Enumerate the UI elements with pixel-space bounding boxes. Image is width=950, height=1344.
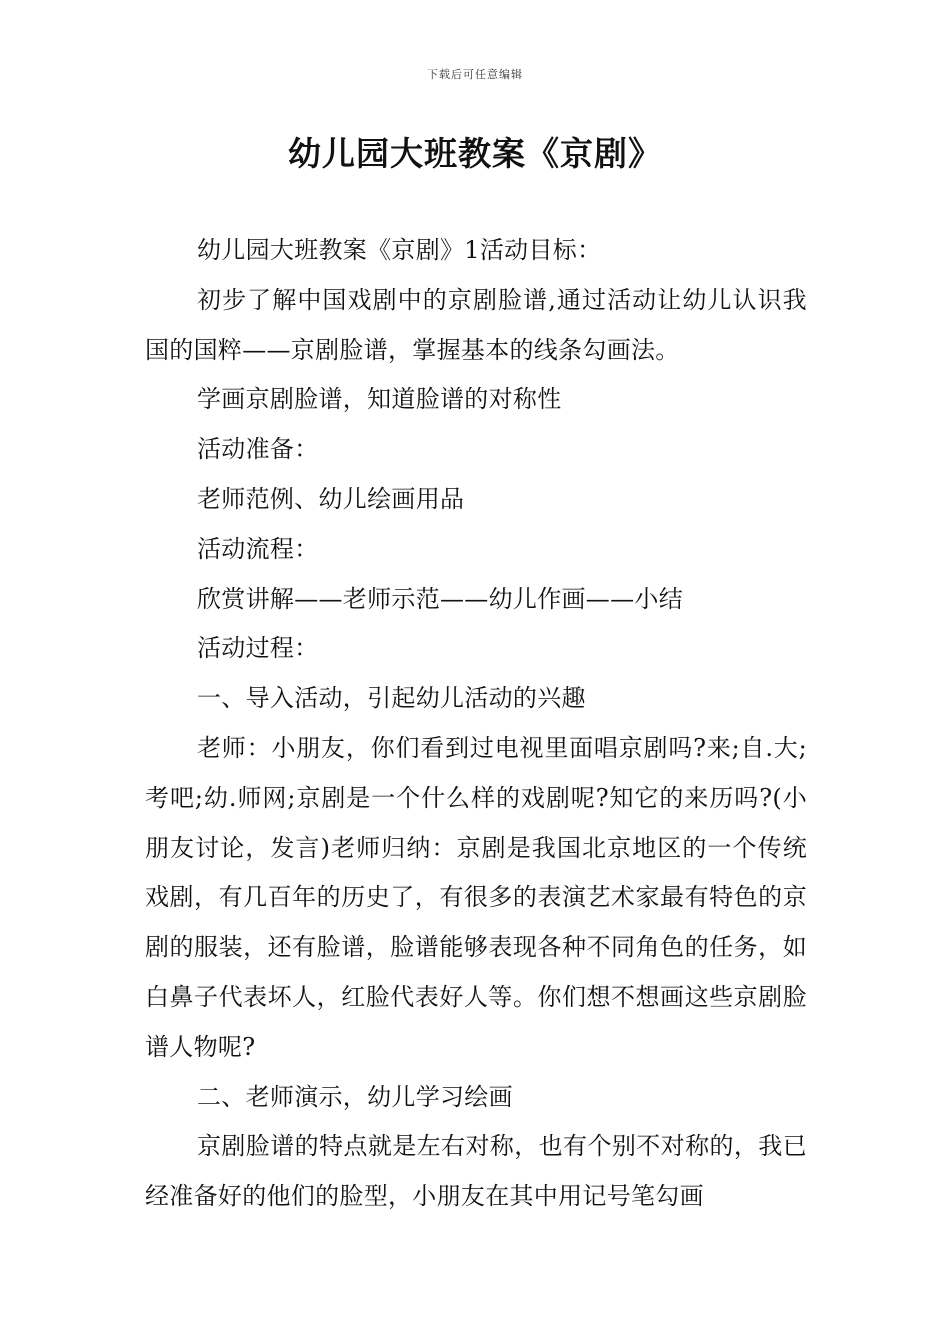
paragraph-goal-symmetry: 学画京剧脸谱，知道脸谱的对称性 [197, 385, 562, 414]
paragraph-preparation: 老师范例、幼儿绘画用品 [197, 484, 465, 513]
paragraph-step-two: 二、老师演示，幼儿学习绘画 [197, 1082, 513, 1111]
paragraph-step-one: 一、导入活动，引起幼儿活动的兴趣 [197, 684, 586, 713]
paragraph-preparation-heading: 活动准备： [197, 435, 319, 464]
document-title: 幼儿园大班教案《京剧》 [288, 134, 662, 173]
paragraph-lesson-heading: 幼儿园大班教案《京剧》1活动目标： [197, 236, 602, 264]
paragraph-flow: 欣赏讲解——老师示范——幼儿作画——小结 [197, 584, 683, 613]
paragraph-process-heading: 活动过程： [197, 634, 319, 663]
header-note: 下载后可任意编辑 [427, 68, 523, 81]
paragraph-facemask-symmetry: 京剧脸谱的特点就是左右对称，也有个别不对称的，我已经准备好的他们的脸型，小朋友在其中用记号笔勾画 [145, 1132, 807, 1211]
paragraph-teacher-intro: 老师：小朋友，你们看到过电视里面唱京剧吗?来;自.大;考吧;幼.师网;京剧是一个什么样的戏剧呢?知它的来历吗?(小朋友讨论，发言)老师归纳：京剧是我国北京地区的一个传统戏剧，有几百年的历史了，有很多的表演艺术家最有特色的京剧的服装，还有脸谱，脸谱能够表现各种不同角色的任务，如白鼻子代表坏人，红脸代表好人等。你们想不想画这些京剧脸谱人物呢? [145, 733, 807, 1061]
document-body [145, 226, 807, 1222]
paragraph-goal: 初步了解中国戏剧中的京剧脸谱,通过活动让幼儿认识我国的国粹——京剧脸谱，掌握基本的线条勾画法。 [145, 285, 807, 364]
paragraph-flow-heading: 活动流程： [197, 534, 319, 563]
